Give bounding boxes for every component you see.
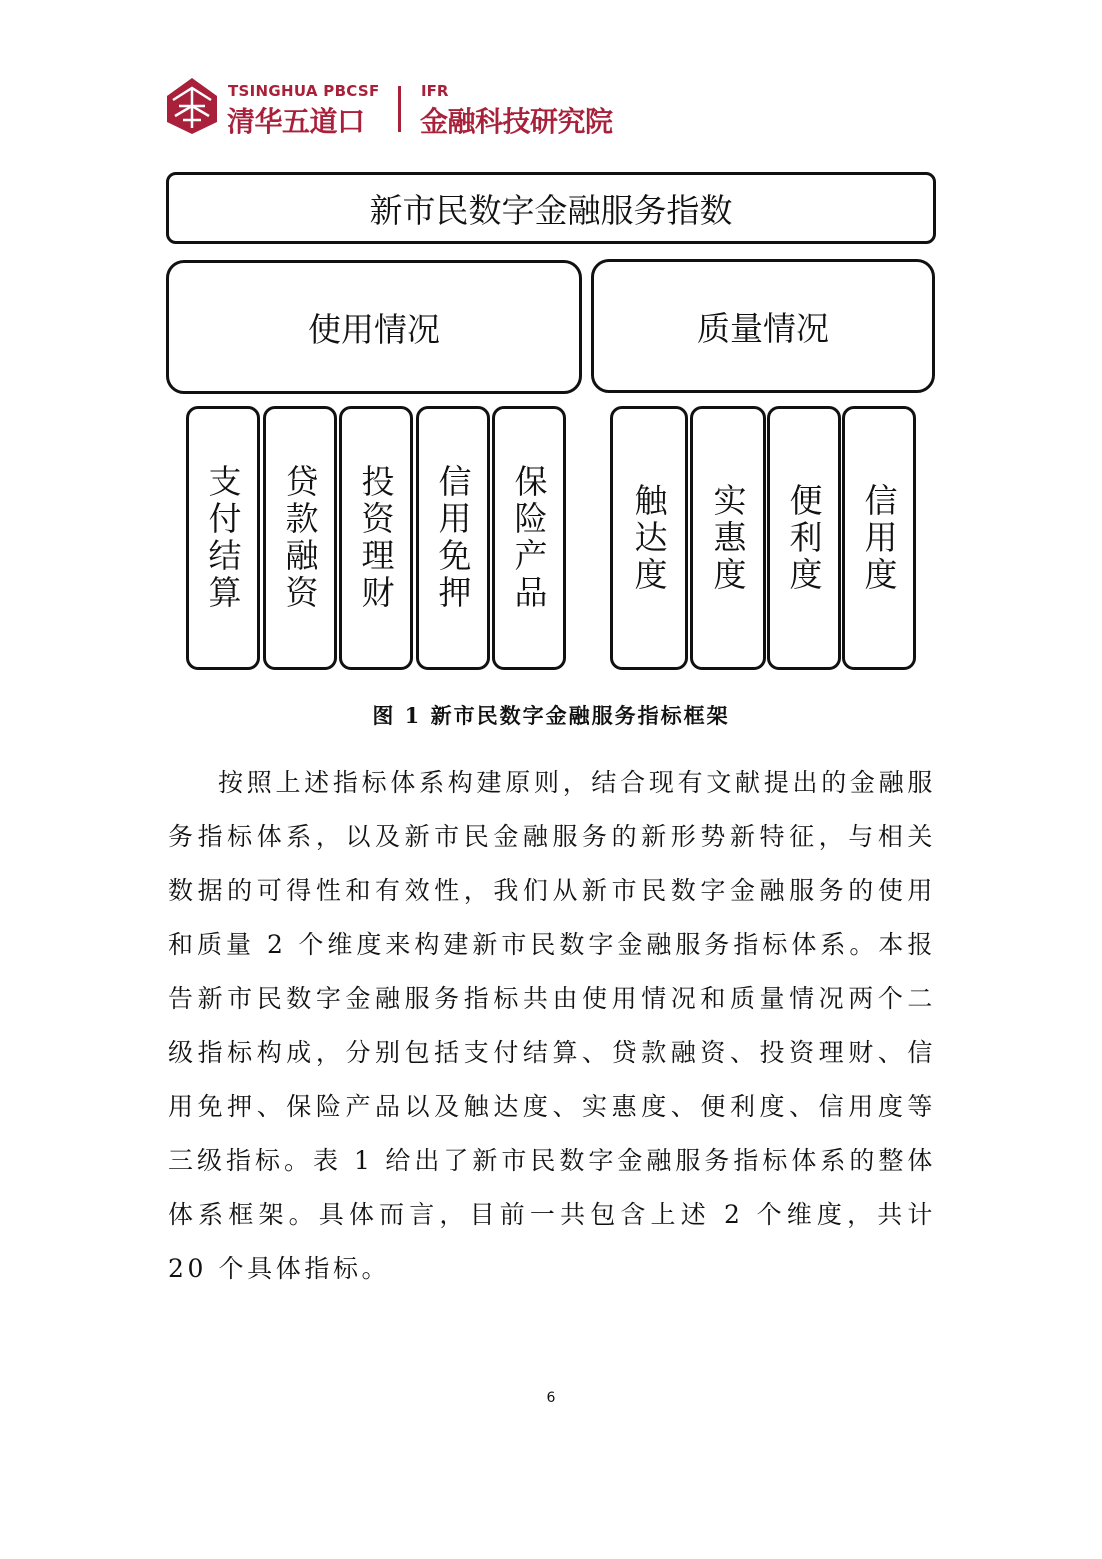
logo-english-left: TSINGHUA PBCSF (228, 82, 380, 100)
logo-separator (398, 86, 401, 132)
diagram-usage-item-box (416, 406, 490, 670)
figure-caption: 图 1 新市民数字金融服务指标框架 (372, 703, 730, 728)
diagram-quality-item-box (690, 406, 766, 670)
diagram-usage-item-box (492, 406, 566, 670)
diagram-usage-item-box (186, 406, 260, 670)
diagram-quality-item-box (610, 406, 688, 670)
diagram-top-label: 新市民数字金融服务指数 (369, 190, 733, 230)
diagram-usage-item-label: 投资理财 (356, 464, 396, 612)
diagram-quality-label: 质量情况 (697, 308, 829, 348)
diagram-usage-item-box (263, 406, 337, 670)
diagram-quality-item-label: 实惠度 (708, 482, 748, 594)
diagram-usage-item-label: 贷款融资 (280, 464, 320, 612)
logo-english-right: IFR (421, 82, 449, 100)
tsinghua-pbcsf-logo-icon (165, 76, 219, 136)
diagram-quality-item-label: 便利度 (784, 482, 824, 594)
diagram-quality-item-label: 信用度 (859, 482, 899, 594)
diagram-quality-item-box (767, 406, 841, 670)
page-number: 6 (546, 1390, 556, 1406)
diagram-usage-label: 使用情况 (308, 309, 440, 349)
diagram-quality-item-box (842, 406, 916, 670)
body-paragraph: 按照上述指标体系构建原则，结合现有文献提出的金融服务指标体系，以及新市民金融服务的新形势新特征，与相关数据的可得性和有效性，我们从新市民数字金融服务的使用和质量 2 个维度来构建新市民数字金融服务指标体系。本报告新市民数字金融服务指标共由使用情况和质量情况两个二级指标构成，分别包括支付结算、贷款融资、投资理财、信用免押、保险产品以及触达度、实惠度、便利度、信用度等三级指标。表 1 给出了新市民数字金融服务指标体系的整体体系框架。具体而言，目前一共包含上述 2 个维度，共计 20 个具体指标。 (168, 768, 936, 1283)
header-logo (165, 76, 635, 138)
diagram-usage-item-box (339, 406, 413, 670)
diagram-usage-item-label: 支付结算 (203, 464, 243, 612)
diagram-usage-item-label: 保险产品 (509, 464, 549, 612)
diagram-quality-item-label: 触达度 (629, 482, 669, 594)
diagram-top-box (166, 172, 936, 244)
diagram-usage-box (166, 260, 582, 394)
diagram-usage-item-label: 信用免押 (433, 464, 473, 612)
diagram-quality-box (591, 259, 935, 393)
logo-chinese-right: 金融科技研究院 (420, 105, 613, 138)
logo-chinese-left: 清华五道口 (227, 105, 365, 138)
